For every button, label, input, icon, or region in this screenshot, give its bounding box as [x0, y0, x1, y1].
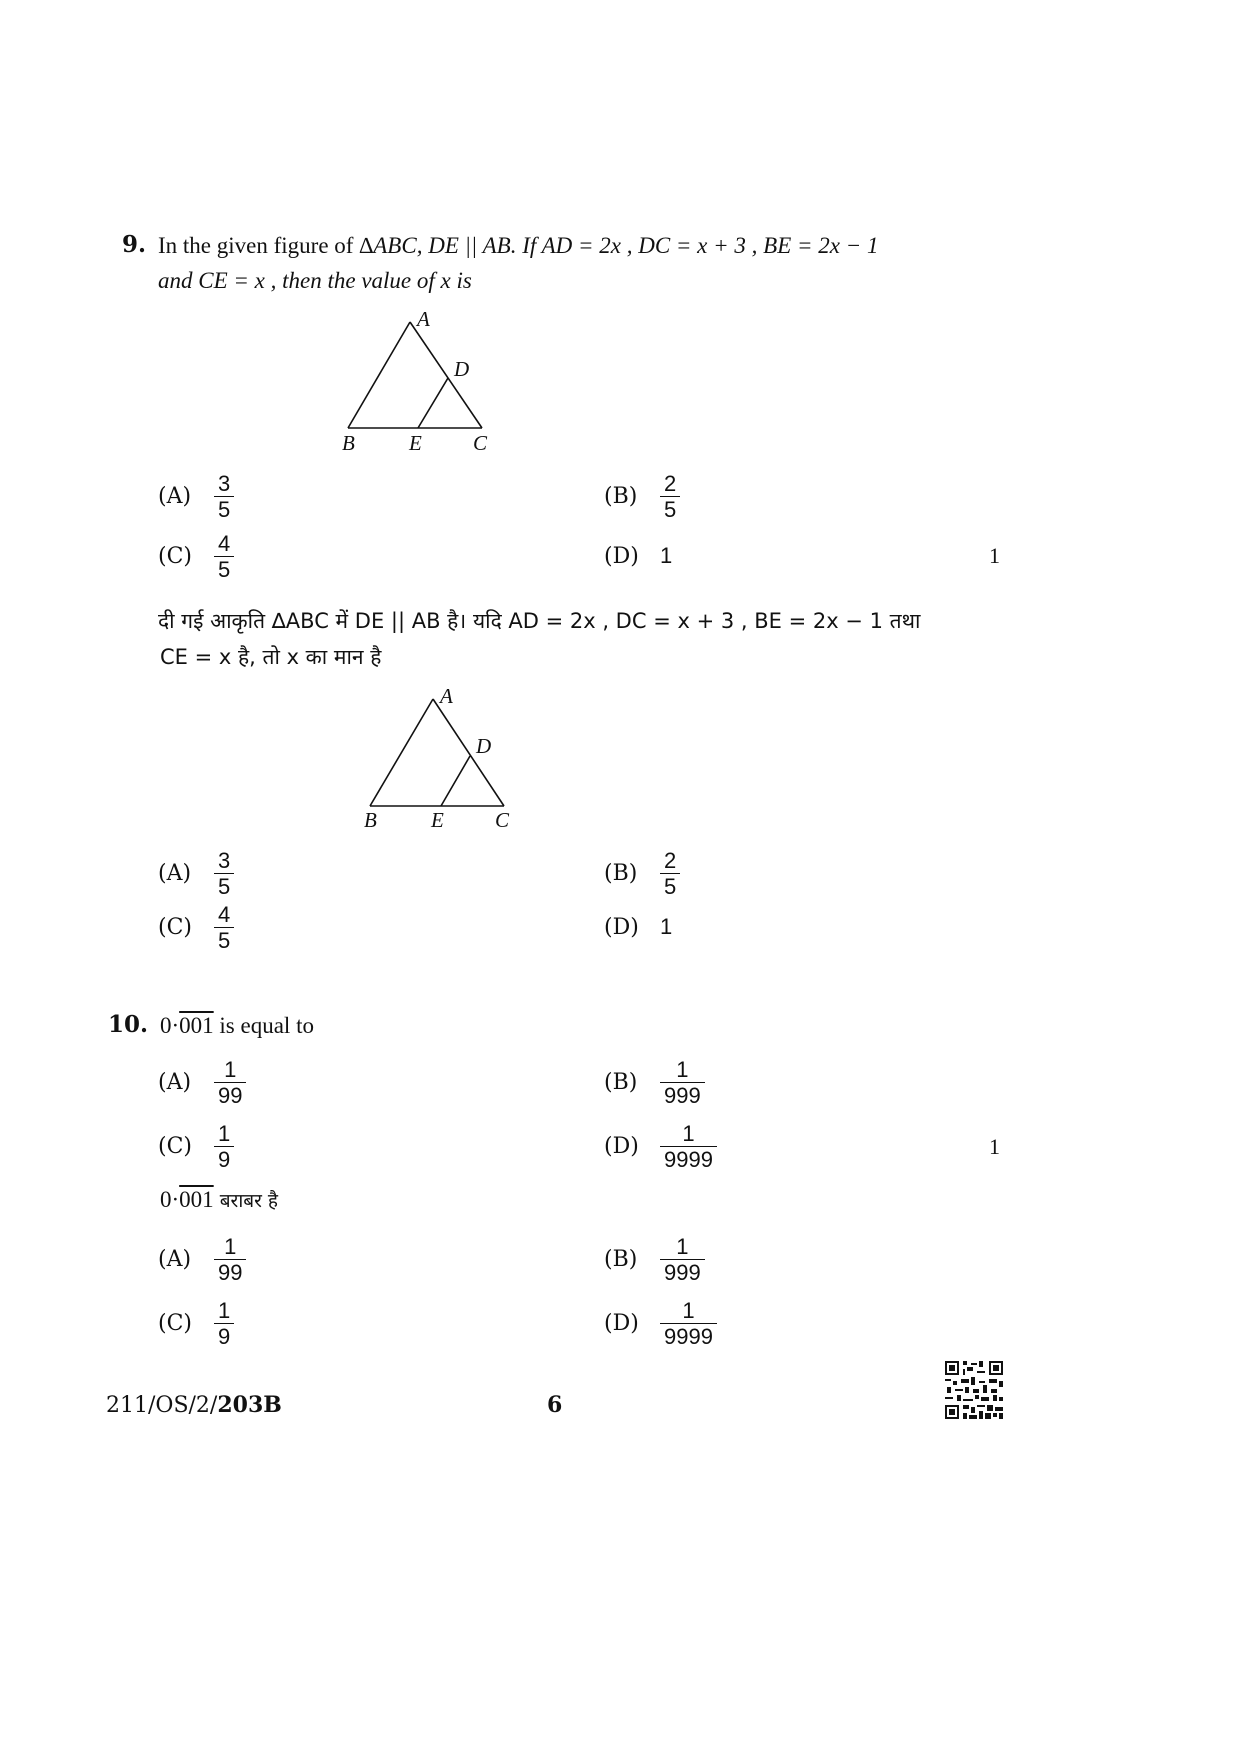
q10-en-option-c[interactable]: (C) $\frac{1}{9}$	[158, 1116, 234, 1176]
segment-de	[441, 756, 470, 806]
segment-de	[418, 378, 448, 428]
q10-hi-recurring: 001	[179, 1187, 214, 1212]
side-ac	[433, 699, 504, 806]
q10-hi-option-a[interactable]: (A) $\frac{1}{99}$	[158, 1229, 246, 1289]
q10-hi-option-c[interactable]: (C) $\frac{1}{9}$	[158, 1293, 234, 1353]
label-c: C	[473, 431, 488, 455]
q9-en-line1-a: In the given figure of	[158, 233, 354, 258]
side-ab	[348, 322, 410, 428]
q10-hi-option-b[interactable]: (B) $\frac{1}{999}$	[604, 1229, 705, 1289]
paper-code: 211/OS/2/203B	[106, 1392, 282, 1418]
q9-en-option-c[interactable]: (C) $\frac{4}{5}$	[158, 526, 234, 586]
q10-hi-option-d[interactable]: (D) $\frac{1}{9999}$	[604, 1293, 717, 1353]
q9-en-option-a[interactable]: (A) $\frac{3}{5}$	[158, 466, 234, 526]
q9-en-line1	[158, 231, 879, 261]
q10-en-option-d[interactable]: (D) $\frac{1}{9999}$	[604, 1116, 717, 1176]
side-ac	[410, 322, 482, 428]
label-b: B	[342, 431, 355, 455]
q10-marks: 1	[989, 1134, 1000, 1159]
page-number: 6	[547, 1392, 563, 1418]
label-e: E	[409, 431, 422, 455]
q9-hi-line1: दी गई आकृति ∆ABC में DE || AB है। यदि AD = 2x , DC = x + 3 , BE = 2x − 1 तथा	[158, 609, 921, 633]
q9-hi-option-c[interactable]: (C) $\frac{4}{5}$	[158, 897, 234, 957]
q9-en-triangle: ∆ABC	[359, 233, 417, 258]
q9-en-option-b[interactable]: (B) $\frac{2}{5}$	[604, 466, 680, 526]
q9-en-option-d[interactable]: (D) 1	[604, 543, 673, 569]
qr-code-icon	[945, 1361, 1003, 1419]
q10-en-text: 0·001 is equal to	[160, 1013, 314, 1038]
q9-hi-line2: CE = x है, तो x का मान है	[160, 645, 382, 669]
label-d: D	[454, 357, 470, 381]
label-a: A	[440, 684, 453, 708]
label-e: E	[431, 808, 444, 832]
label-b: B	[364, 808, 377, 832]
label-a: A	[417, 307, 430, 331]
q9-hi-triangle-figure	[352, 682, 542, 837]
q9-en-triangle-figure	[330, 305, 520, 460]
side-ab	[370, 699, 433, 806]
q10-hi-text: 0·001 बराबर है	[160, 1187, 279, 1212]
q9-en-line2: and CE = x , then the value of x is	[158, 268, 472, 293]
label-d: D	[476, 734, 492, 758]
label-c: C	[495, 808, 510, 832]
q10-number: 10.	[108, 1011, 149, 1038]
q9-en-line1-b: , DE || AB. If AD = 2x , DC = x + 3 , BE = 2x − 1	[416, 233, 879, 258]
q9-hi-option-d[interactable]: (D) 1	[604, 914, 673, 940]
q9-hi-option-b[interactable]: (B) $\frac{2}{5}$	[604, 843, 680, 903]
q10-en-option-b[interactable]: (B) $\frac{1}{999}$	[604, 1052, 705, 1112]
q9-hi-option-a[interactable]: (A) $\frac{3}{5}$	[158, 843, 234, 903]
q10-en-recurring: 001	[179, 1013, 214, 1038]
q9-number: 9.	[122, 231, 147, 258]
q10-en-option-a[interactable]: (A) $\frac{1}{99}$	[158, 1052, 246, 1112]
q9-marks: 1	[989, 543, 1000, 568]
